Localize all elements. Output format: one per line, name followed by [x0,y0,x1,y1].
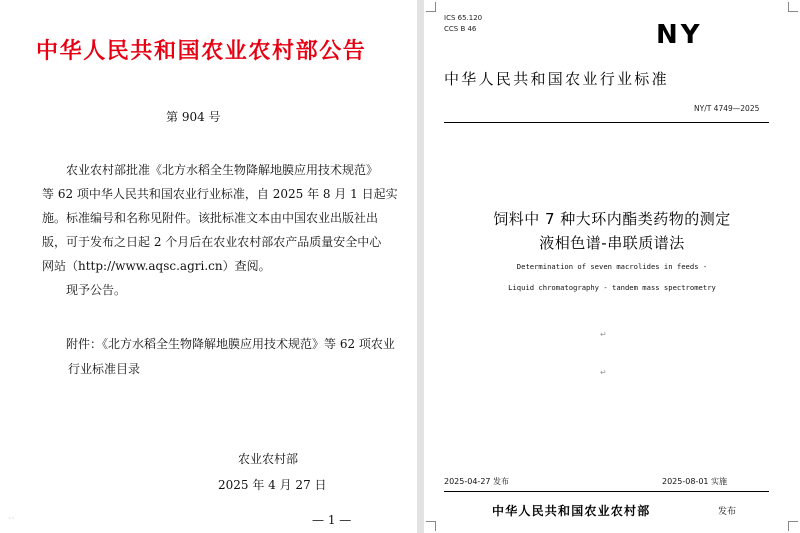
document-number: 第 904 号 [166,110,221,124]
page-number: — 1 — [312,513,352,527]
crop-mark-icon [788,2,798,12]
bottom-rule [444,491,769,492]
issue-word: 发布 [718,507,737,517]
body-line: 农业农村部批准《北方水稻全生物降解地膜应用技术规范》 [66,163,379,177]
body-line: 施。标准编号和名称见附件。该批标准文本由中国农业出版社出 [42,211,379,225]
page-gap [417,0,424,533]
ny-logo: NY [656,20,703,50]
signature-date: 2025 年 4 月 27 日 [218,478,327,492]
attachment-line: 附件：《北方水稻全生物降解地膜应用技术规范》等 62 项农业 [66,337,395,351]
top-rule [444,122,769,123]
signature-org: 农业农村部 [238,452,299,466]
effective-date: 2025-08-01 实施 [662,477,728,486]
standard-title: 中华人民共和国农业行业标准 [444,70,669,88]
body-line: 现予公告。 [66,283,127,297]
paragraph-mark-icon: ↵ [600,368,607,377]
standard-code: NY/T 4749—2025 [694,104,760,113]
body-line: 等 62 项中华人民共和国农业行业标准，自 2025 年 8 月 1 日起实 [42,187,398,201]
crop-mark-icon [426,521,436,531]
ccs-code: CCS B 46 [444,25,477,33]
standard-cover-page [424,0,800,533]
body-line: 网站（http://www.aqsc.agri.cn）查阅。 [42,259,271,273]
en-title-line1: Determination of seven macrolides in feeds - [516,262,708,271]
crop-mark-icon [426,2,436,12]
attachment-line: 行业标准目录 [68,362,141,376]
issuer-name: 中华人民共和国农业农村部 [492,504,651,518]
cn-title-line2: 液相色谱-串联质谱法 [539,234,685,252]
issue-date: 2025-04-27 发布 [444,477,510,486]
crop-mark-icon [788,521,798,531]
announcement-red-title: 中华人民共和国农业农村部公告 [36,39,367,64]
body-line: 版，可于发布之日起 2 个月后在农业农村部农产品质量安全中心 [42,235,382,249]
cn-title-line1: 饲料中 7 种大环内酯类药物的测定 [493,210,731,228]
ics-code: ICS 65.120 [444,14,483,22]
paragraph-mark-icon: ↵ [600,330,607,339]
en-title-line2: Liquid chromatography - tandem mass spectrometry [508,283,716,292]
scroll-dot-icon: ◦◦ [8,515,16,522]
